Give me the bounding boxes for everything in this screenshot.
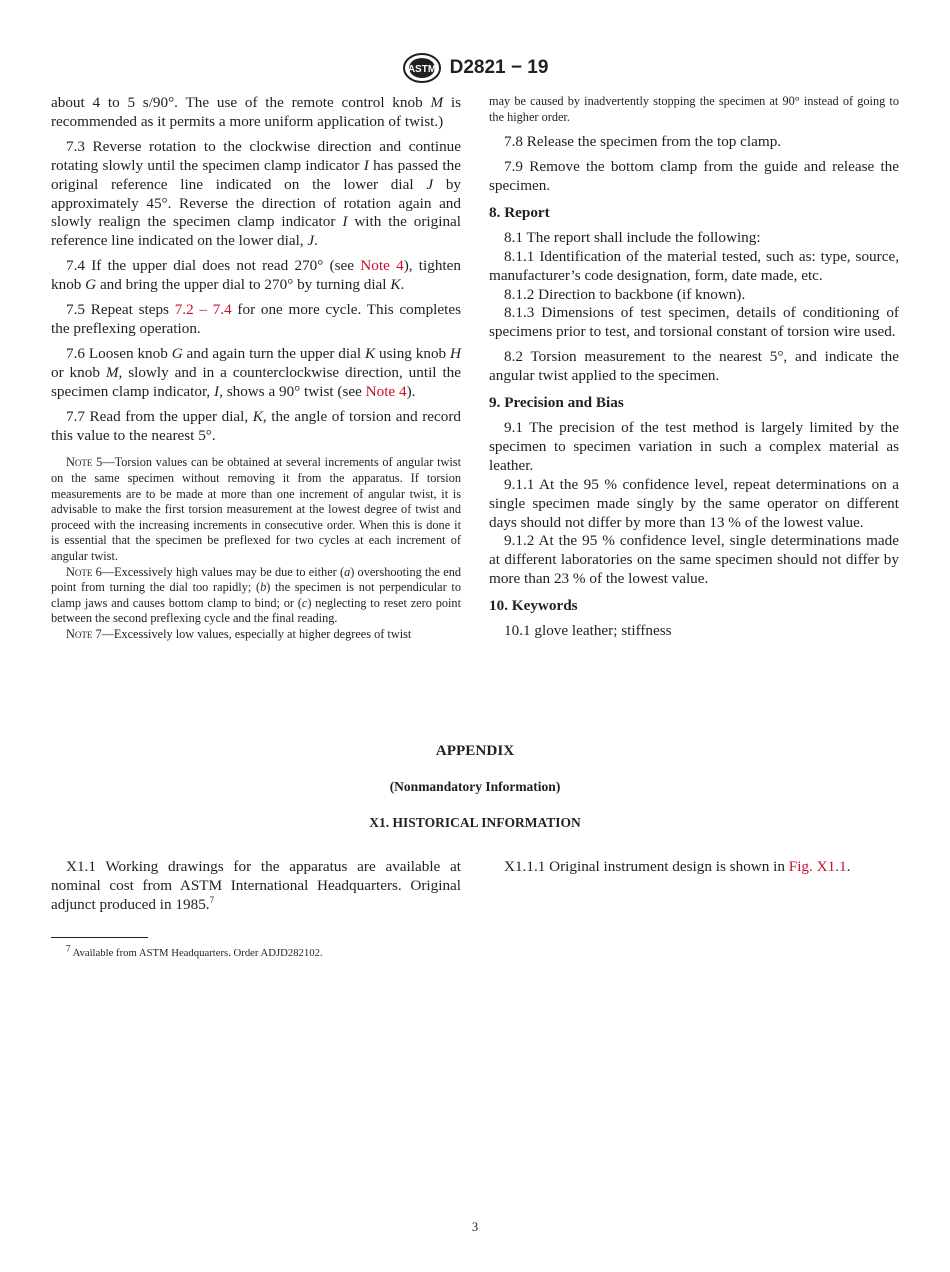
fig-x1-1-link[interactable]: Fig. X1.1	[788, 858, 847, 875]
paragraph-x1-1-1: X1.1.1 Original instrument design is shown in Fig. X1.1.	[504, 858, 851, 875]
note-7-continued: may be caused by inadvertently stopping the specimen at 90° instead of going to the higher order.	[489, 94, 899, 124]
footnote-7: $^7$ Available from ASTM Headquarters. Order ADJD282102.	[66, 943, 323, 959]
section-9-heading: 9. Precision and Bias	[489, 394, 624, 412]
paragraph-9-1-1: 9.1.1 At the 95 % confidence level, repeat determinations on a single specimen made singly by the same operator on different days should not differ by more than 13 % of the lowest value.	[489, 475, 899, 531]
appendix-title: APPENDIX	[435, 742, 515, 759]
paragraph-8-1: 8.1 The report shall include the following:	[504, 228, 761, 246]
page-number: 3	[471, 1220, 479, 1234]
note-4-link[interactable]: Note 4	[365, 382, 407, 400]
paragraph-7-9: 7.9 Remove the bottom clamp from the guide and release the specimen.	[489, 158, 899, 194]
paragraph-8-1-3: 8.1.3 Dimensions of test specimen, details of conditioning of specimens prior to test, and torsional constant of torsion wire used.	[489, 304, 899, 341]
right-column	[489, 94, 899, 647]
note-6: Note 6—Excessively high values may be due to either (a) overshooting the end point from turning the dial too rapidly; (b) the specimen is not perpendicular to clamp jaws and causes bottom clamp to bind; or (c) neglecting to reset zero point between the second preflexing cycle and the final reading.	[51, 564, 461, 626]
paragraph-7-3: 7.3 Reverse rotation to the clockwise direction and continue rotating slowly until the specimen clamp indicator I has passed the original reference line indicated on the lower dial J by approximately 45°. Reverse the direction of rotation again and slowly realign the specimen clamp indicator I with the original reference line indicated on the lower dial, J.	[51, 137, 462, 250]
section-10-heading: 10. Keywords	[489, 597, 578, 615]
note-4-link[interactable]: Note 4	[360, 257, 404, 275]
paragraph-8-1-2: 8.1.2 Direction to backbone (if known).	[504, 285, 746, 303]
section-8-heading: 8. Report	[489, 203, 550, 221]
paragraph-8-2: 8.2 Torsion measurement to the nearest 5°, and indicate the angular twist applied to the specimen.	[489, 348, 899, 385]
paragraph-7-6: 7.6 Loosen knob G and again turn the upper dial K using knob H or knob M, slowly and in a counterclockwise direction, until the specimen clamp indicator, I, shows a 90° twist (see Note 4).	[51, 344, 461, 400]
paragraph-7-5: 7.5 Repeat steps 7.2 – 7.4 for one more cycle. This completes the preflexing operation.	[51, 301, 461, 337]
appendix-subtitle: (Nonmandatory Information)	[389, 779, 561, 794]
note-5: Note 5—Torsion values can be obtained at several increments of angular twist on the same specimen without removing it from the apparatus. If torsion measurements are to be made at more than one increment of angular twist, it is advisable to make the first torsion measurement at the lowest degree of twist and proceed with the increasing increments in consecutive order. When this is done it is essential that the specimen be preflexed for two cycles at each increment of angular twist.	[51, 455, 461, 563]
paragraph-7-8: 7.8 Release the specimen from the top clamp.	[504, 133, 782, 151]
note-7: Note 7—Excessively low values, especially at higher degrees of twist	[66, 626, 412, 641]
paragraph-7-7: 7.7 Read from the upper dial, K, the angle of torsion and record this value to the nearest 5°.	[51, 407, 462, 444]
paragraph-7-2-continued: about 4 to 5 s/90°. The use of the remote control knob M is recommended as it permits a more uniform application of twist.)	[51, 94, 461, 130]
left-column	[51, 94, 461, 643]
paragraph-7-4: 7.4 If the upper dial does not read 270° (see Note 4), tighten knob G and bring the upper dial to 270° by turning dial K.	[51, 257, 461, 294]
appendix-right-column	[489, 858, 899, 877]
svg-text:ASTM: ASTM	[407, 64, 436, 75]
appendix-left-column	[51, 858, 461, 915]
paragraph-8-1-1: 8.1.1 Identification of the material tested, such as: type, source, manufacturer’s code designation, form, date made, etc.	[489, 247, 899, 284]
paragraph-9-1-2: 9.1.2 At the 95 % confidence level, single determinations made at different laboratories on the same specimen should not differ by more than 23 % of the lowest value.	[489, 532, 899, 588]
astm-logo-icon	[402, 52, 442, 84]
footnote-ref[interactable]: 7	[209, 894, 215, 905]
standard-designation: D2821 − 19	[449, 57, 549, 78]
footnote-divider	[51, 937, 148, 938]
page-header	[0, 52, 950, 84]
paragraph-x1-1: X1.1 Working drawings for the apparatus are available at nominal cost from ASTM International Headquarters. Original adjunct produced in 1985.$^7$	[51, 858, 461, 913]
paragraph-10-1: 10.1 glove leather; stiffness	[504, 622, 672, 640]
steps-7-2-7-4-link[interactable]: 7.2 – 7.4	[174, 301, 232, 319]
appendix-section-heading: X1. HISTORICAL INFORMATION	[369, 815, 581, 830]
paragraph-9-1: 9.1 The precision of the test method is largely limited by the specimen to specimen variation in such a complex material as leather.	[489, 418, 899, 474]
